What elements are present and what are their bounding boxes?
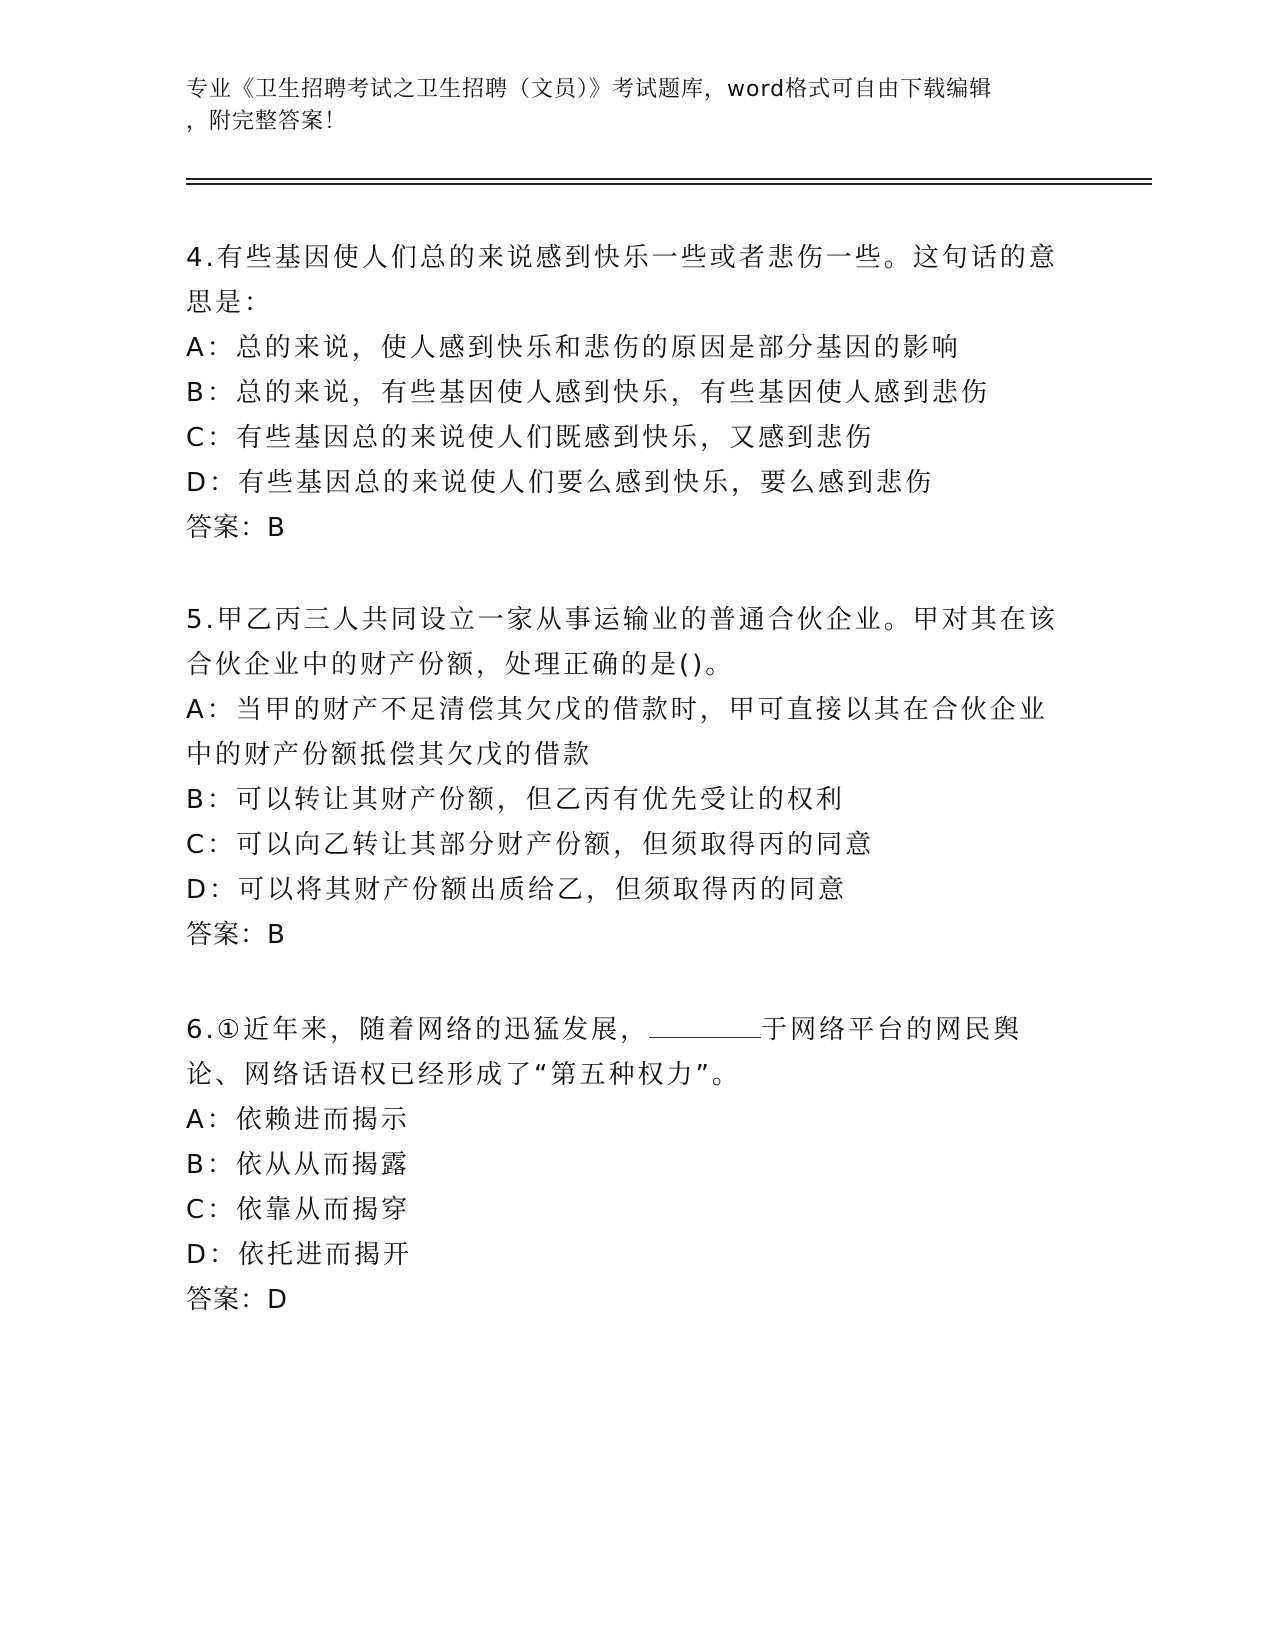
question-5 [186,598,1066,958]
question-stem: 5.甲乙丙三人共同设立一家从事运输业的普通合伙企业。甲对其在该合伙企业中的财产份额，处理正确的是()。 [186,605,1058,680]
option-b: B：可以转让其财产份额，但乙丙有优先受让的权利 [186,785,845,815]
answer-line: 答案：D [186,1285,289,1315]
option-a: A：总的来说，使人感到快乐和悲伤的原因是部分基因的影响 [186,333,961,363]
question-stem: 4.有些基因使人们总的来说感到快乐一些或者悲伤一些。这句话的意思是： [186,243,1058,318]
option-c: C：依靠从而揭穿 [186,1195,411,1225]
question-4 [186,236,1066,551]
header-divider-top [186,178,1152,180]
option-d: D：可以将其财产份额出质给乙，但须取得丙的同意 [186,875,848,905]
answer-line: 答案：B [186,513,286,543]
stem-after-blank: 于网络平台的网民舆论、网络话语权已经形成了“第五种权力”。 [186,1015,1023,1090]
option-a: A：依赖进而揭示 [186,1105,410,1135]
stem-before-blank: 6.①近年来，随着网络的迅猛发展， [186,1015,650,1045]
option-c: C：有些基因总的来说使人们既感到快乐，又感到悲伤 [186,423,875,453]
question-stem [186,1008,1066,1098]
header-line-1: 专业《卫生招聘考试之卫生招聘（文员）》考试题库，word格式可自由下载编辑 [186,77,993,102]
header-line-2: ，附完整答案！ [186,109,348,134]
option-d: D：依托进而揭开 [186,1240,413,1270]
option-b: B：总的来说，有些基因使人感到快乐，有些基因使人感到悲伤 [186,378,990,408]
fill-in-blank [649,1013,761,1038]
option-d: D：有些基因总的来说使人们要么感到快乐，要么感到悲伤 [186,468,935,498]
option-list [186,688,1066,913]
document-header [186,74,1066,138]
option-list [186,1098,1066,1278]
option-a: A：当甲的财产不足清偿其欠戊的借款时，甲可直接以其在合伙企业中的财产份额抵偿其欠戊的借款 [186,695,1048,770]
option-c: C：可以向乙转让其部分财产份额，但须取得丙的同意 [186,830,875,860]
header-divider-bottom [186,183,1152,185]
option-list [186,326,1066,506]
option-b: B：依从从而揭露 [186,1150,410,1180]
answer-line: 答案：B [186,920,286,950]
question-6 [186,1008,1066,1323]
